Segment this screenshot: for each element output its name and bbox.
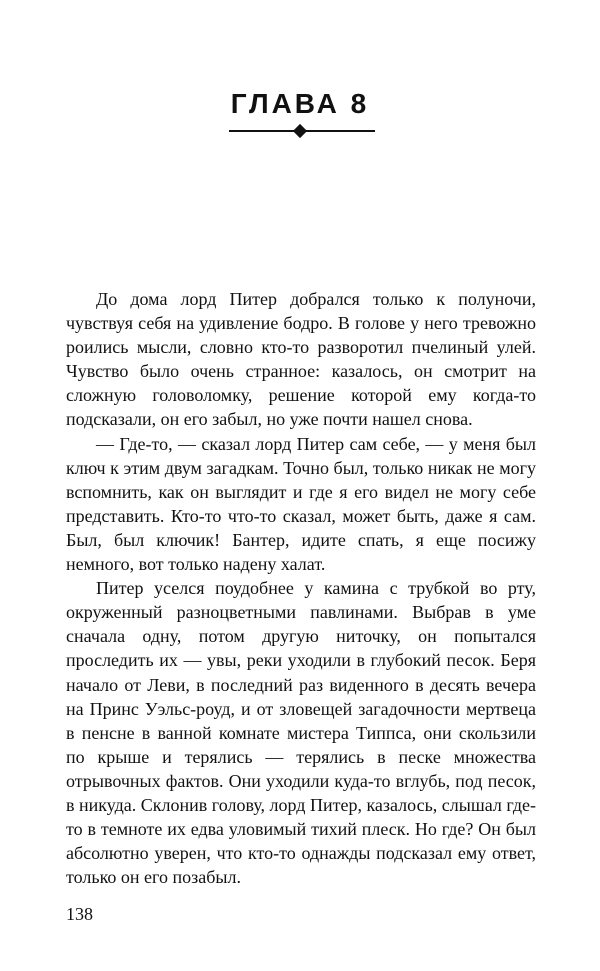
diamond-icon bbox=[293, 124, 307, 138]
chapter-body bbox=[66, 287, 536, 889]
paragraph: — Где-то, — сказал лорд Питер сам себе, — у меня был ключ к этим двум загадкам. Точно был, только никак не могу вспомнить, как он выглядит и где я его видел не могу себе представить. Кто-то что-то сказал, может быть, даже я сам. Был, был ключик! Бантер, идите спать, я еще посижу немного, вот только надену халат. bbox=[66, 433, 536, 575]
paragraph: До дома лорд Питер добрался только к полуночи, чувствуя себя на удивление бодро. В голове у него тревожно роились мысли, словно кто-то разворотил пчелиный улей. Чувство было очень странное: казалось, он смотрит на сложную головоломку, решение которой ему когда-то подсказали, он его забыл, но уже почти нашел снова. bbox=[66, 289, 536, 430]
paragraph: Питер уселся поудобнее у камина с трубкой во рту, окруженный разноцветными павлинами. Выбрав в уме сначала одну, потом другую ниточку, он попытался проследить их — увы, реки уходили в глубокий песок. Беря начало от Леви, в последний раз виденного в десять вечера на Принс Уэльс-роуд, и от зловещей загадочности мертвеца в пенсне в ванной комнате мистера Типпса, они скользили по крыше и терялись — терялись в песке множества отрывочных фактов. Они уходили куда-то вглубь, под песок, в никуда. Склонив голову, лорд Питер, казалось, слышал где-то в темноте их едва уловимый тихий плеск. Но где? Он был абсолютно уверен, что кто-то однажды подсказал ему ответ, только он его позабыл. bbox=[66, 578, 536, 888]
page-number: 138 bbox=[66, 904, 93, 924]
chapter-ornament bbox=[229, 124, 375, 138]
chapter-title: ГЛАВА 8 bbox=[230, 88, 370, 119]
